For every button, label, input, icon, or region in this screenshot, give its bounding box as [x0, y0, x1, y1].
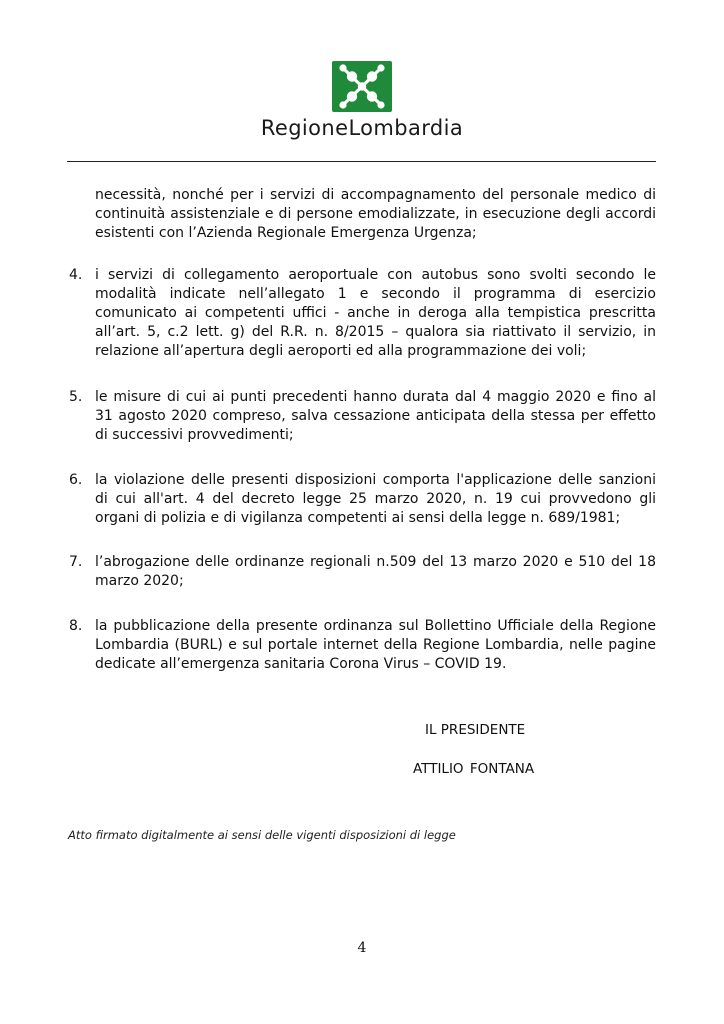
item-number: 5.: [69, 389, 83, 405]
item-text: le misure di cui ai punti precedenti hanno durata dal 4 maggio 2020 e fino al 31 agosto 2020 compreso, salva cessazione anticipata della stessa per effetto di successivi provvedimenti;: [95, 389, 656, 443]
item-number: 8.: [69, 618, 83, 634]
item-number: 4.: [69, 267, 83, 283]
brand-name: RegioneLombardia: [260, 116, 464, 140]
signatory-title: IL PRESIDENTE: [425, 722, 526, 738]
item-text: i servizi di collegamento aeroportuale con autobus sono svolti secondo le modalità indicate nell’allegato 1 e secondo il programma di esercizio comunicato ai competenti uffici - anche in deroga alla tempistica prescritta all’art. 5, c.2 lett. g) del R.R. n. 8/2015 – qualora sia riattivato il servizio, in relazione all’apertura degli aeroporti ed alla programmazione dei voli;: [95, 267, 656, 359]
item-text: la violazione delle presenti disposizioni comporta l'applicazione delle sanzioni di cui all'art. 4 del decreto legge 25 marzo 2020, n. 19 cui provvedono gli organi di polizia e di vigilanza competenti ai sensi della legge n. 689/1981;: [95, 472, 656, 526]
rosa-camuna-logo-icon: [332, 61, 392, 112]
item-number: 6.: [69, 472, 83, 488]
item-text: l’abrogazione delle ordinanze regionali n.509 del 13 marzo 2020 e 510 del 18 marzo 2020;: [95, 554, 656, 589]
continuation-paragraph: necessità, nonché per i servizi di accompagnamento del personale medico di continuità assistenziale e di persone emodializzate, in esecuzione degli accordi esistenti con l’Azienda Regionale Emergenza Urgenza;: [95, 187, 656, 241]
digital-signature-note: Atto firmato digitalmente ai sensi delle vigenti disposizioni di legge: [68, 828, 456, 842]
item-number: 7.: [69, 554, 83, 570]
signatory-name: ATTILIO FONTANA: [413, 761, 535, 777]
header-divider: [67, 161, 656, 162]
page-number: 4: [357, 940, 367, 956]
item-text: la pubblicazione della presente ordinanza sul Bollettino Ufficiale della Regione Lombardia (BURL) e sul portale internet della Regione Lombardia, nelle pagine dedicate all’emergenza sanitaria Corona Virus – COVID 19.: [95, 618, 656, 672]
